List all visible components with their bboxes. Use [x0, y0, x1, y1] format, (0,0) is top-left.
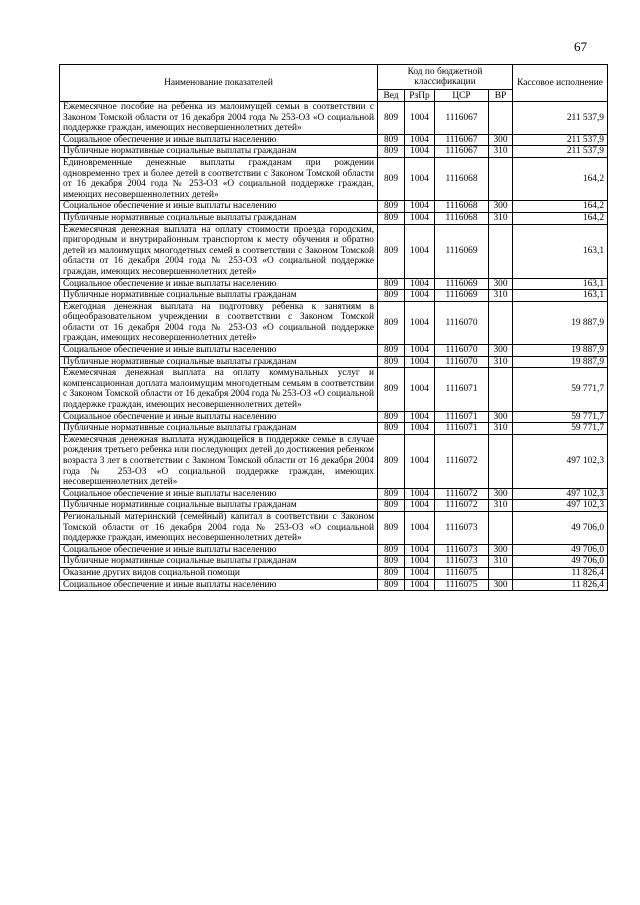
page-number: 67 — [574, 39, 587, 54]
row-ved: 809 — [378, 511, 405, 544]
row-vr: 300 — [489, 278, 513, 290]
row-rzpr: 1004 — [405, 345, 435, 357]
row-name: Ежемесячное пособие на ребенка из малоимущей семьи в соответствии с Законом Томской области от 16 декабря 2004 года № 253-ОЗ «О социальной поддержке граждан, имеющих несовершеннолетних детей» — [60, 102, 378, 135]
row-ved: 809 — [378, 567, 405, 579]
table-row — [60, 290, 608, 302]
row-rzpr: 1004 — [405, 423, 435, 435]
row-csr: 1116069 — [435, 290, 489, 302]
row-rzpr: 1004 — [405, 157, 435, 200]
table-body — [60, 102, 608, 591]
row-rzpr: 1004 — [405, 500, 435, 512]
row-rzpr: 1004 — [405, 511, 435, 544]
table-row — [60, 201, 608, 213]
row-ved: 809 — [378, 368, 405, 411]
row-ved: 809 — [378, 212, 405, 224]
row-vr — [489, 224, 513, 278]
row-amount: 164,2 — [513, 157, 608, 200]
row-ved: 809 — [378, 579, 405, 591]
table-row — [60, 157, 608, 200]
row-csr: 1116071 — [435, 423, 489, 435]
table-row — [60, 579, 608, 591]
row-ved: 809 — [378, 556, 405, 568]
row-vr — [489, 157, 513, 200]
row-ved: 809 — [378, 434, 405, 488]
table-row — [60, 212, 608, 224]
row-csr: 1116073 — [435, 556, 489, 568]
table-row — [60, 500, 608, 512]
row-ved: 809 — [378, 411, 405, 423]
header-name: Наименование показателей — [60, 65, 378, 102]
row-amount: 59 771,7 — [513, 368, 608, 411]
row-name: Социальное обеспечение и иные выплаты населению — [60, 134, 378, 146]
row-name: Публичные нормативные социальные выплаты гражданам — [60, 423, 378, 435]
row-csr: 1116072 — [435, 434, 489, 488]
row-vr — [489, 301, 513, 344]
row-csr: 1116068 — [435, 157, 489, 200]
row-ved: 809 — [378, 290, 405, 302]
row-vr — [489, 567, 513, 579]
row-vr: 310 — [489, 212, 513, 224]
row-rzpr: 1004 — [405, 224, 435, 278]
row-amount: 11 826,4 — [513, 567, 608, 579]
row-name: Социальное обеспечение и иные выплаты населению — [60, 345, 378, 357]
row-amount: 49 706,0 — [513, 544, 608, 556]
row-ved: 809 — [378, 146, 405, 158]
row-ved: 809 — [378, 345, 405, 357]
table-row — [60, 423, 608, 435]
row-amount: 211 537,9 — [513, 134, 608, 146]
row-vr: 310 — [489, 423, 513, 435]
row-rzpr: 1004 — [405, 556, 435, 568]
header-rzpr: РзПр — [405, 90, 435, 102]
header-csr: ЦСР — [435, 90, 489, 102]
table-row — [60, 102, 608, 135]
row-csr: 1116068 — [435, 212, 489, 224]
row-amount: 11 826,4 — [513, 579, 608, 591]
row-ved: 809 — [378, 423, 405, 435]
row-vr — [489, 102, 513, 135]
row-amount: 211 537,9 — [513, 102, 608, 135]
row-ved: 809 — [378, 301, 405, 344]
row-vr: 300 — [489, 488, 513, 500]
row-amount: 497 102,3 — [513, 434, 608, 488]
row-csr: 1116071 — [435, 368, 489, 411]
row-csr: 1116072 — [435, 488, 489, 500]
row-amount: 497 102,3 — [513, 500, 608, 512]
row-ved: 809 — [378, 157, 405, 200]
table-row — [60, 224, 608, 278]
table-row — [60, 368, 608, 411]
row-csr: 1116069 — [435, 224, 489, 278]
row-rzpr: 1004 — [405, 544, 435, 556]
row-csr: 1116070 — [435, 345, 489, 357]
row-amount: 211 537,9 — [513, 146, 608, 158]
row-csr: 1116067 — [435, 146, 489, 158]
row-ved: 809 — [378, 278, 405, 290]
row-name: Социальное обеспечение и иные выплаты населению — [60, 544, 378, 556]
row-vr: 300 — [489, 579, 513, 591]
row-vr: 310 — [489, 500, 513, 512]
row-rzpr: 1004 — [405, 434, 435, 488]
row-csr: 1116075 — [435, 567, 489, 579]
row-ved: 809 — [378, 500, 405, 512]
row-name: Единовременные денежные выплаты гражданам при рождении одновременно трех и более детей в соответствии с Законом Томской области от 16 декабря 2004 года № 253-ОЗ «О социальной поддержке граждан, имеющих несовершеннолетних детей» — [60, 157, 378, 200]
row-name: Оказание других видов социальной помощи — [60, 567, 378, 579]
row-amount: 163,1 — [513, 224, 608, 278]
row-amount: 19 887,9 — [513, 356, 608, 368]
row-rzpr: 1004 — [405, 567, 435, 579]
table-row — [60, 146, 608, 158]
row-rzpr: 1004 — [405, 212, 435, 224]
row-name: Социальное обеспечение и иные выплаты населению — [60, 488, 378, 500]
table-row — [60, 488, 608, 500]
row-vr: 310 — [489, 290, 513, 302]
row-vr — [489, 434, 513, 488]
row-rzpr: 1004 — [405, 134, 435, 146]
row-name: Ежегодная денежная выплата на подготовку ребенка к занятиям в общеобразовательном учреждении в соответствии с Законом Томской области от 16 декабря 2004 года № 253-ОЗ «О социальной поддержке граждан, имеющих несовершеннолетних детей» — [60, 301, 378, 344]
row-rzpr: 1004 — [405, 356, 435, 368]
row-name: Публичные нормативные социальные выплаты гражданам — [60, 500, 378, 512]
table-row — [60, 556, 608, 568]
row-csr: 1116072 — [435, 500, 489, 512]
header-vr: ВР — [489, 90, 513, 102]
row-rzpr: 1004 — [405, 146, 435, 158]
row-csr: 1116071 — [435, 411, 489, 423]
row-name: Социальное обеспечение и иные выплаты населению — [60, 411, 378, 423]
row-vr — [489, 368, 513, 411]
row-amount: 164,2 — [513, 201, 608, 213]
header-ved: Вед — [378, 90, 405, 102]
row-name: Ежемесячная денежная выплата на оплату стоимости проезда городским, пригородным и внутрирайонным транспортом к месту обучения и обратно детей из малоимущих многодетных семей в соответствии с Законом Томской области от 16 декабря 2004 года № 253-ОЗ «О социальной поддержке граждан, имеющих несовершеннолетних детей» — [60, 224, 378, 278]
table-row — [60, 134, 608, 146]
header-execution: Кассовое исполнение — [513, 65, 608, 102]
row-rzpr: 1004 — [405, 201, 435, 213]
row-name: Ежемесячная денежная выплата на оплату коммунальных услуг и компенсационная доплата малоимущим многодетным семьям в соответствии с Законом Томской области от 16 декабря 2004 года № 253-ОЗ «О социальной поддержке граждан, имеющих несовершеннолетних детей» — [60, 368, 378, 411]
row-name: Публичные нормативные социальные выплаты гражданам — [60, 212, 378, 224]
row-amount: 59 771,7 — [513, 411, 608, 423]
table-row — [60, 567, 608, 579]
row-ved: 809 — [378, 356, 405, 368]
row-csr: 1116067 — [435, 102, 489, 135]
row-vr: 310 — [489, 356, 513, 368]
row-rzpr: 1004 — [405, 278, 435, 290]
row-rzpr: 1004 — [405, 579, 435, 591]
row-amount: 19 887,9 — [513, 301, 608, 344]
row-amount: 19 887,9 — [513, 345, 608, 357]
row-ved: 809 — [378, 102, 405, 135]
row-name: Социальное обеспечение и иные выплаты населению — [60, 579, 378, 591]
row-rzpr: 1004 — [405, 368, 435, 411]
row-rzpr: 1004 — [405, 301, 435, 344]
row-csr: 1116075 — [435, 579, 489, 591]
row-name: Социальное обеспечение и иные выплаты населению — [60, 201, 378, 213]
row-rzpr: 1004 — [405, 102, 435, 135]
row-name: Ежемесячная денежная выплата нуждающейся в поддержке семье в случае рождения третьего ребенка или последующих детей до достижения ребенком возраста 3 лет в соответствии с Законом Томской области от 16 декабря 2004 года № 253-ОЗ «О социальной поддержке граждан, имеющих несовершеннолетних детей» — [60, 434, 378, 488]
row-rzpr: 1004 — [405, 411, 435, 423]
table-header — [60, 65, 608, 102]
row-csr: 1116070 — [435, 356, 489, 368]
row-vr: 310 — [489, 146, 513, 158]
row-amount: 497 102,3 — [513, 488, 608, 500]
row-csr: 1116070 — [435, 301, 489, 344]
row-name: Публичные нормативные социальные выплаты гражданам — [60, 146, 378, 158]
budget-table — [59, 64, 608, 591]
row-rzpr: 1004 — [405, 290, 435, 302]
row-csr: 1116067 — [435, 134, 489, 146]
table-row — [60, 511, 608, 544]
table-row — [60, 301, 608, 344]
row-csr: 1116069 — [435, 278, 489, 290]
row-name: Публичные нормативные социальные выплаты гражданам — [60, 556, 378, 568]
row-vr: 310 — [489, 556, 513, 568]
row-vr — [489, 511, 513, 544]
row-amount: 163,1 — [513, 290, 608, 302]
row-ved: 809 — [378, 224, 405, 278]
row-vr: 300 — [489, 411, 513, 423]
row-vr: 300 — [489, 134, 513, 146]
row-ved: 809 — [378, 201, 405, 213]
header-code-group: Код по бюджетной классификации — [378, 65, 513, 90]
row-csr: 1116073 — [435, 544, 489, 556]
row-amount: 49 706,0 — [513, 556, 608, 568]
row-amount: 164,2 — [513, 212, 608, 224]
row-csr: 1116068 — [435, 201, 489, 213]
row-name: Публичные нормативные социальные выплаты гражданам — [60, 356, 378, 368]
row-amount: 163,1 — [513, 278, 608, 290]
row-amount: 59 771,7 — [513, 423, 608, 435]
row-rzpr: 1004 — [405, 488, 435, 500]
row-name: Социальное обеспечение и иные выплаты населению — [60, 278, 378, 290]
row-vr: 300 — [489, 345, 513, 357]
row-vr: 300 — [489, 201, 513, 213]
row-ved: 809 — [378, 488, 405, 500]
row-name: Региональный материнский (семейный) капитал в соответствии с Законом Томской области от 16 декабря 2004 года № 253-ОЗ «О социальной поддержке граждан, имеющих несовершеннолетних детей» — [60, 511, 378, 544]
table-row — [60, 345, 608, 357]
table-row — [60, 434, 608, 488]
row-csr: 1116073 — [435, 511, 489, 544]
row-ved: 809 — [378, 544, 405, 556]
table-row — [60, 278, 608, 290]
table-row — [60, 411, 608, 423]
row-name: Публичные нормативные социальные выплаты гражданам — [60, 290, 378, 302]
table-row — [60, 544, 608, 556]
row-amount: 49 706,0 — [513, 511, 608, 544]
row-vr: 300 — [489, 544, 513, 556]
table-row — [60, 356, 608, 368]
row-ved: 809 — [378, 134, 405, 146]
